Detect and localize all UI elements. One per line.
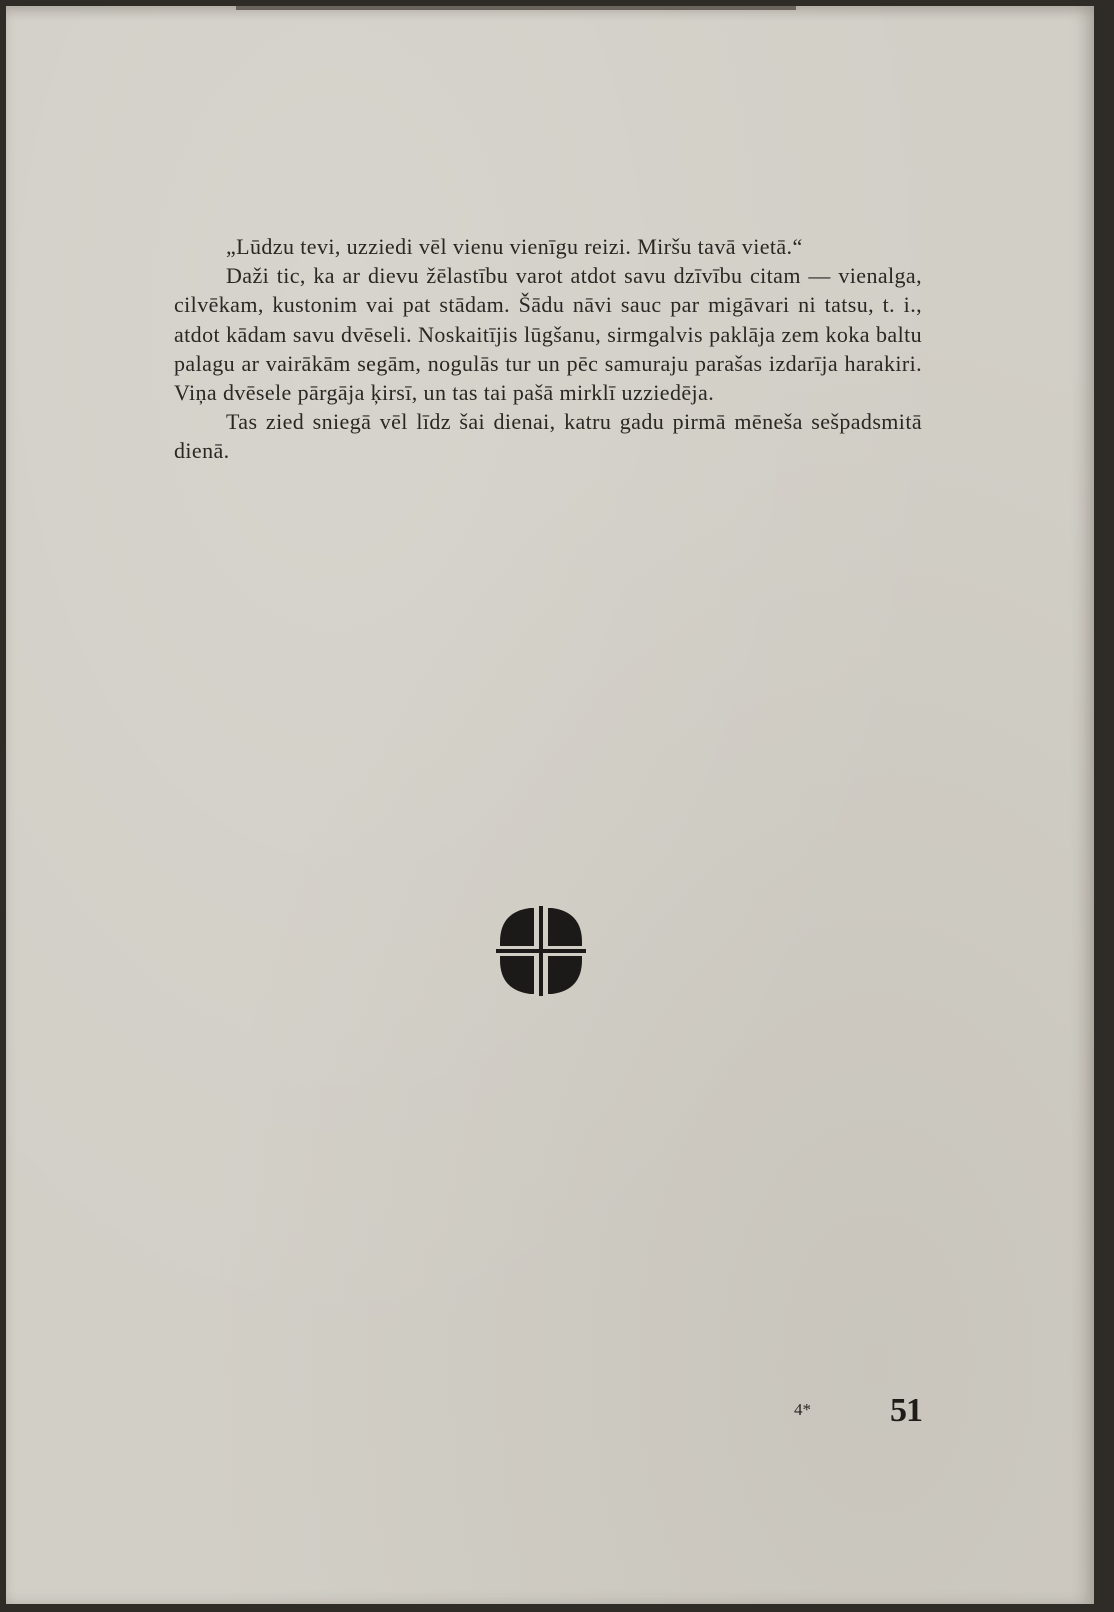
paragraph-ending: Tas zied sniegā vēl līdz šai dienai, katru gadu pirmā mēneša sešpadsmitā dienā. (174, 409, 922, 464)
body-text (174, 232, 922, 466)
book-page (6, 6, 1094, 1604)
section-end-ornament-icon (496, 906, 586, 996)
paragraph-legend: Daži tic, ka ar dievu žēlastību varot atdot savu dzīvību citam — vienalga, cilvēkam, kustonim vai pat stādam. Šādu nāvi sauc par migāvari ni tatsu, t. i., atdot kādam savu dvēseli. Noskaitījis lūgšanu, sirmgalvis paklāja zem koka baltu palagu ar vairākām segām, nogulās tur un pēc samuraju parašas izdarīja harakiri. Viņa dvēsele pārgāja ķirsī, un tas tai pašā mirklī uzziedēja. (174, 263, 922, 406)
page-top-edge-shadow (236, 6, 796, 10)
signature-mark: 4* (794, 1400, 811, 1419)
page-number: 51 (890, 1392, 922, 1429)
paragraph-plea: „Lūdzu tevi, uzziedi vēl vienu vienīgu reizi. Miršu tavā vietā.“ (226, 234, 803, 259)
page-footer (786, 1392, 922, 1432)
